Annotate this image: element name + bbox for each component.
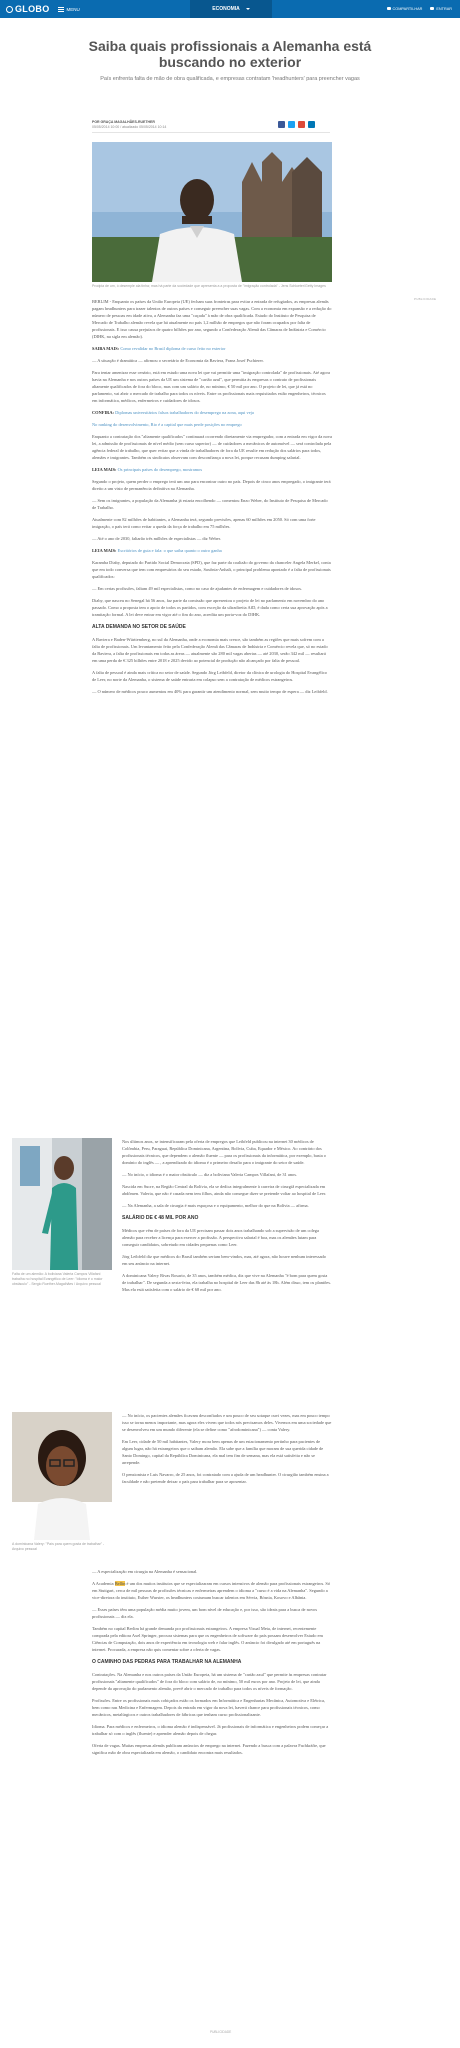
saiba-mais: SAIBA MAIS: Como revalidar no Brasil diploma de curso feito no exterior [92, 346, 226, 351]
paragraph: — No início, o idioma é o maior obstáculo — diz a boliviana Valeria Campos Villafani, de 31 anos. [122, 1172, 298, 1177]
paragraph: Profissões. Entre os profissionais mais cobiçados estão os formados em Informática e Engenharias Mecânica, Automotiva e Elétrica, bem como nas Medicina e Enfermagem. Depois da entrada em vigor da nova lei, haverá chance para profissionais técnicos, como mecânicos, metalúrgicos e outros trabalhadores de fábricas que tenham curso profissionalizante. [92, 1698, 326, 1717]
section-heading: SALÁRIO DE € 48 MIL POR ANO [122, 1215, 199, 1221]
paragraph: Contratações. Na Alemanha e nos outros países da União Europeia, há um sistema de "cartão azul" que permite às empresas contratar profissionais "altamente qualificados" de fora do bloco com salário de, no mínimo, 50 mil euros por ano. Projeto de lei, que ainda depende da aprovação do parlamento alemão, prevê abrir o mercado de trabalho para todos os níveis de formação. [92, 1672, 327, 1691]
share-link[interactable]: COMPARTILHAR [387, 7, 423, 11]
article-body-4 [92, 1568, 332, 1761]
footer-ad-label: PUBLICIDADE [210, 2030, 232, 2034]
header-actions [387, 0, 452, 18]
paragraph: — Até o ano de 2030, faltarão três milhões de especialistas — diz Weber. [92, 536, 221, 541]
share-bar [278, 121, 315, 128]
divider [92, 132, 330, 133]
paragraph: — A especialização em cirurgia na Alemanha é sensacional. [92, 1569, 198, 1574]
paragraph: Segundo o projeto, quem perder o emprego terá um ano para encontrar outro no país. Depois de cinco anos empregado, o imigrante terá direito a um visto de permanência definitiva na Alemanha. [92, 479, 331, 491]
paragraph: — A situação é dramática — afirmou o secretário de Economia da Baviera, Franz Josef Pschierer. [92, 358, 264, 363]
paragraph: Idioma. Para médicos e enfermeiros, o idioma alemão é indispensável. Já profissionais de informática e engenheiros podem começar a trabalhar só com o inglês (fluente) e aprender alemão depois de chegar. [92, 1724, 329, 1736]
paragraph: Jörg Leibfeld diz que médicos do Brasil também seriam bem-vindos, mas, até agora, não houve nenhum interessado em seu anúncio na internet. [122, 1254, 326, 1266]
section-dropdown[interactable]: ECONOMIA [190, 0, 272, 18]
leia-mais: LEIA MAIS: Os principais países do desemprego, mostramos [92, 467, 203, 472]
confira-link[interactable]: Diplomas universitários falsos trabalhadores do desemprego na zona, aqui veja [115, 410, 254, 415]
paragraph: Karamba Diaby, deputado do Partido Social Democrata (SPD), que faz parte da coalizão do governo da chanceler Angela Merkel, conta que em todo conversa que tem com empresários do seu estado, Saxônia-Anhalt, o principal problema apontado é a falta de profissionais qualificados: [92, 560, 331, 579]
highlighted-term: Bellin [114, 1581, 126, 1586]
related-link[interactable]: No ranking do desenvolvimento, Rio é a capital que mais perde posições no emprego [92, 422, 242, 427]
globo-logo-icon [6, 6, 13, 13]
paragraph: Atualmente com 82 milhões de habitantes, a Alemanha terá, segundo previsões, apenas 60 milhões em 2050. Só com uma forte imigração, o país terá como evitar a queda da força de trabalho em 75 milhões. [92, 517, 316, 529]
main-photo-image [92, 142, 332, 282]
article-body-3 [122, 1412, 332, 1490]
leia-mais: LEIA MAIS: Escritórios de guia e fala: o que saiba quanto o outro ganha [92, 548, 222, 553]
paragraph: Também no capital Berlim há grande demanda por profissionais estrangeiros. A empresa Visual Meta, de internet, recentemente comprada pela editora Axel Springer, procura sistemas para que os engenheiros de software do país possam desenvolver Estudo em Ciências de Computação, dois anos de experiência em tecnologia web e falar inglês. O anúncio foi divulgado até em português na internet. Procurada, a empresa não quis comentar sobre a oferta de vagas. [92, 1626, 323, 1652]
paragraph: Médicos que vêm de países de fora da UE precisam passar dois anos trabalhando sob a supervisão de um colega alemão para receber a licença para exercer a profissão. A perspectiva salarial é boa, mas os alemães lutam para conseguir candidatos, sobretudo em cidades pequenas como Leer. [122, 1228, 319, 1247]
saiba-mais-link[interactable]: Como revalidar no Brasil diploma de curso feito no exterior [120, 346, 226, 351]
doctor-photo-image [12, 1138, 112, 1270]
paragraph: Para tentar amenizar esse cenário, está em estudo uma nova lei que vai permitir uma "imigração controlada" de profissionais. Até agora havia na Alemanha e nos outros países da UE um sistema de "cartão azul", que permitia às empresas o contrato de profissionais altamente qualificados de fora do bloco, mas com um salário de, no mínimo, € 50 mil por ano. O projeto de lei, que já está no parlamento, vai abrir o mercado de trabalho para todos os níveis. Entre os profissionais mais requisitados estão engenheiros, técnicos em informática, médicos, enfermeiros e cuidadores de idosos. [92, 370, 330, 403]
main-photo [92, 142, 332, 282]
paragraph: A falta de pessoal é ainda mais crítica no setor de saúde. Segundo Jörg Leibfeld, diretor da clínica de urologia do Hospital Evangélico de Leer, no norte da Alemanha, o sistema de saúde entraria em colapso sem a contratação de médicos estrangeiros. [92, 670, 327, 682]
paragraph: Em Leer, cidade de 50 mil habitantes, Valery mora bem apenas de um estacionamento pertinho para pacientes de algum lugar, não há estrangeiros que o saibam alemão. Ela sabe que a família que moram de sua querida cidade de Santo Domingo, capital da República Dominicana, ela mal tem fim de semana, mas ela está satisfeita e não se arrepende. [122, 1439, 324, 1465]
article-body-2 [122, 1138, 332, 1298]
paragraph: — O número de médicos pouco aumentou em 40% para garantir um atendimento normal, sem muito tempo de espera — diz Leibfeld. [92, 689, 328, 694]
paragraph: — No início, os pacientes alemães ficavam desconfiados e um pouco de seu sotaque ouvi vezes, mas em pouco tempo isso se torna menos importante, mas agora eles vivem que todos nós precisamos deles. Vivemos em uma sociedade que se desenvolveu em um mundo diferente (ela se define como "afrodominicana") — conta Valery. [122, 1413, 332, 1432]
paragraph: — Na Alemanha, a sala de cirurgia é mais espaçosa e o equipamento, melhor do que na Bolívia — afirma. [122, 1203, 309, 1208]
menu-button[interactable]: MENU [58, 7, 80, 12]
paragraph: — Esses países têm uma população média muito jovem, um bom nível de educação e, por isso, são ideais para a busca de novos profissionais — diz ela. [92, 1607, 318, 1619]
article-subtitle: País enfrenta falta de mão de obra qualificada, e empresas contratam 'headhunters' para preencher vagas [100, 76, 360, 82]
article-body [92, 298, 332, 700]
leia-mais-link[interactable]: Escritórios de guia e fala: o que saiba quanto o outro ganha [117, 548, 222, 553]
valery-photo-caption: A dominicana Valery: "País para quem gosta de trabalhar" - Arquivo pessoal [12, 1542, 105, 1551]
linkedin-icon[interactable] [308, 121, 315, 128]
paragraph: Enquanto a contratação dos "altamente qualificados" continuará ocorrendo diretamente via empregador, com a entrada em vigor da nova lei, a admissão de profissionais de nível médio (sem curso superior) — de cuidadores a mecânicos de automóvel — será controlada pela agência federal de trabalho, que quer evitar que a vinda de trabalhadores de fora da UE resulte em redução dos salários para todos, alemães e imigrantes. Também os sindicatos observam com desconfiança a nova lei, porque recusam dumping salarial. [92, 434, 332, 460]
section-heading: ALTA DEMANDA NO SETOR DE SAÚDE [92, 624, 186, 630]
confira: CONFIRA: Diplomas universitários falsos trabalhadores do desemprego na zona, aqui veja [92, 410, 254, 415]
paragraph: — Sem os imigrantes, a população da Alemanha já estaria encolhendo — comentou Enzo Weber, do Instituto de Pesquisa de Mercado de Trabalho. [92, 498, 328, 510]
facebook-icon[interactable] [278, 121, 285, 128]
paragraph: Nascida em Sucre, na Região Central da Bolívia, ela se dedica integralmente à carreira de cirurgiã especializada em abdômen. Valeria, que não é casada nem tem filhos, ainda não consegue dizer se pretende voltar ao hospital de Leer. [122, 1184, 327, 1196]
share-icon [387, 7, 391, 10]
doctor-photo-caption: Falta de um alemão: A boliviana Valeria Campos Villafani trabalha no hospital Evangélico de Leer: "idioma é o maior obstáculo" - Sergio Ruether-Magalhães / Arquivo pessoal [12, 1272, 103, 1286]
paragraph: Diaby, que nasceu no Senegal há 56 anos, faz parte da comissão que apresentou o projeto de lei no parlamento em novembro do ano passado. Como a proposta tem o apoio de todos os partidos, com exceção da ultradireita AfD, é dada como certa sua aprovação após a tramitação formal. A lei deve entrar em vigor até o fim do ano, acredita um porta-voz do DIHK. [92, 598, 328, 617]
valery-photo-image [12, 1412, 112, 1540]
paragraph: O pensionista e Luis Navarro, de 25 anos, foi contratado com a ajuda de um headhunter. O cirurgião também ensina a faculdade e não pretende deixar o país para trabalhar para se aposentar. [122, 1472, 329, 1484]
googleplus-icon[interactable] [298, 121, 305, 128]
section-heading: O CAMINHO DAS PEDRAS PARA TRABALHAR NA ALEMANHA [92, 1659, 242, 1665]
paragraph: A dominicana Valery Rivas Rosario, de 35 anos, também médica, diz que vive na Alemanha "é bom para quem gosta de trabalhar". De segunda a sexta-feira, ela trabalha no hospital de Leer das 8h até às 18h. Além disso, tem os plantões. Mas ela está satisfeita com o salário de € 68 mil por ano. [122, 1273, 332, 1292]
leia-mais-link[interactable]: Os principais países do desemprego, mostramos [117, 467, 203, 472]
login-link[interactable]: ENTRAR [430, 7, 452, 11]
article-title: Saiba quais profissionais a Alemanha está buscando no exterior [88, 38, 372, 70]
hamburger-icon [58, 7, 64, 12]
paragraph: A Baviera e Baden-Württemberg, no sul da Alemanha, onde a economia mais cresce, são também as regiões que mais sofrem com a falta de profissionais. Um levantamento feito pela Confederação Alemã das Câmaras de Indústria e Comércio revela que, só no estado da Baviera, a falta de profissionais em todas as áreas — atualmente são 280 mil vagas abertas — até 2030, serão 342 mil — resultará em uma perda de € 325 bilhões entre 2018 e 2025 devido ao potencial de produção não alcançado por falta de pessoal. [92, 637, 328, 663]
paragraph: Nos últimos anos, se intensificaram pela oferta de empregos que Leibfeld publicou na internet 30 médicos de Colômbia, Peru, Paraguai, República Dominicana, Argentina, Bolívia, Cuba, Equador e México. Ao contrário dos profissionais técnicos, que dependem o alemão fluente — para os profissionais da informática, por exemplo, basta o domínio do inglês — , a aprendizado do idioma é o primeiro desafio para o imigrante do setor de saúde. [122, 1139, 326, 1165]
chevron-down-icon [246, 8, 250, 10]
doctor-photo [12, 1138, 112, 1270]
paragraph: BERLIM - Enquanto os países da União Europeia (UE) fecham suas fronteiras para evitar a entrada de refugiados, as empresas alemãs pagam headhunters para trazer talentos de outros países e conseguir preencher suas vagas. Com a economia em expansão e a redução do número de pessoas em idade ativa, a Alemanha faz uma "caçada" à mão de obra qualificada. Estudo do Instituto de Pesquisa de Mercado de Trabalho alemão revela que há atualmente no país 1,2 milhão de empregos que não foram ocupados por falta de profissionais. E isso causa prejuízos de quatro bilhões por ano, segundo a Confederação Alemã das Câmaras de Indústria e Comércio (DIHK, na sigla em alemão). [92, 299, 332, 339]
paragraph: — Em certas profissões, faltam 49 mil especialistas, como no caso de ajudantes de enfermagem e cuidadores de idosos. [92, 586, 303, 591]
publish-date: 05/05/2014 10:00 / atualizado 05/05/2014 10:14 [92, 125, 167, 129]
main-photo-caption: Prodpia de um, ó desemple ala tinha; mas há parte da sociedade que apresenta a a proposta de "imigração controlada" - Jens Schlueter/Getty Images [92, 284, 326, 288]
paragraph: A Academia Bellin é um dos muitos institutos que se especializaram em cursos intensivos de alemão para profissionais estrangeiros. Só em Stuttgart, cerca de mil pessoas de profissões técnicas e enfermeiras aprendem o idioma a "curso é a vida na Alemanha". Segundo a vice-diretora do instituto, Esther Wurster, os headhunters costumam buscar talentos em Sérvia, Bósnia, Kosovo e Albânia. [92, 1581, 331, 1600]
ad-label: PUBLICIDADE [414, 297, 437, 301]
paragraph: Oferta de vagas. Muitas empresas alemãs publicam anúncios de emprego na internet. Fazendo a busca com a palavra Fachkräfte, que significa mão de obra especializada em alemão, o candidato encontra mais resultados. [92, 1743, 326, 1755]
author-name: POR GRAÇA MAGALHÃES-RUETHER [92, 120, 155, 124]
valery-photo [12, 1412, 112, 1540]
twitter-icon[interactable] [288, 121, 295, 128]
user-icon [430, 7, 434, 10]
globo-logo[interactable]: GLOBO [6, 4, 50, 14]
